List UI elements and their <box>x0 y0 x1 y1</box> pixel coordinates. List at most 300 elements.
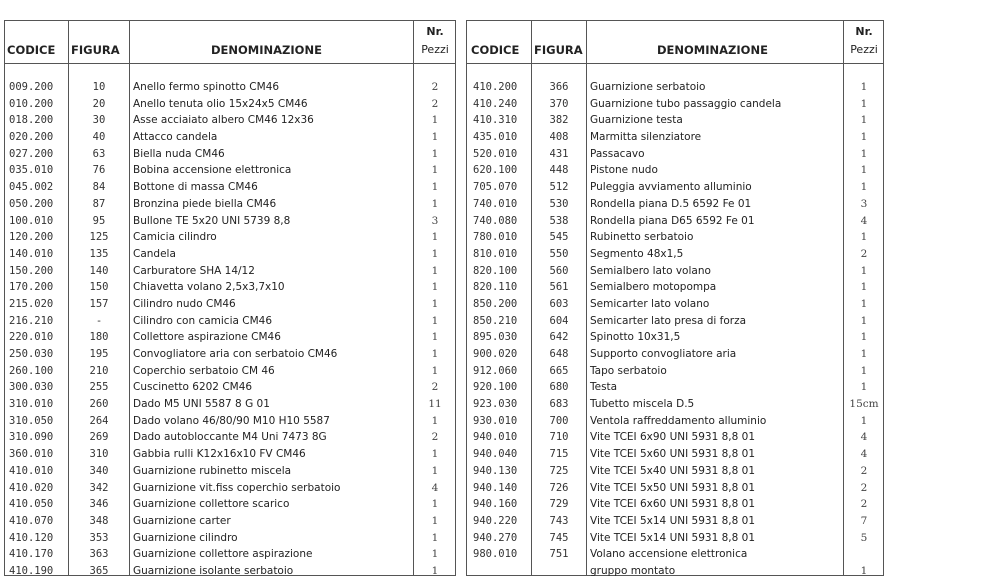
figure-number: 180 <box>89 331 109 344</box>
figure-number: 87 <box>92 197 106 210</box>
quantity: 1 <box>860 314 868 327</box>
part-name: Semicarter lato volano <box>590 297 710 310</box>
part-name: Testa <box>590 381 618 394</box>
quantity: 1 <box>431 181 439 194</box>
figure-number: 448 <box>549 164 569 177</box>
part-name: Convogliatore aria con serbatoio CM46 <box>133 348 338 360</box>
part-name: Chiavetta volano 2,5x3,7x10 <box>133 281 285 294</box>
header-denominazione: DENOMINAZIONE <box>657 43 768 57</box>
quantity: 1 <box>860 231 868 244</box>
header-divider <box>5 63 455 64</box>
part-code: 410.020 <box>9 481 54 494</box>
table-row <box>5 229 455 246</box>
quantity: 11 <box>428 398 442 411</box>
figure-number: 342 <box>89 481 109 494</box>
figure-number: 264 <box>89 414 109 427</box>
part-code: 740.010 <box>473 197 518 210</box>
part-name: Marmitta silenziatore <box>590 131 702 144</box>
quantity: 1 <box>431 564 439 577</box>
part-code: 410.240 <box>473 97 518 110</box>
table-row <box>5 112 455 129</box>
part-name: Cilindro nudo CM46 <box>133 297 236 310</box>
header-nr-label: Nr. <box>426 25 444 38</box>
part-code: 820.100 <box>473 264 518 277</box>
rows-right <box>467 79 883 580</box>
part-code: 410.050 <box>9 498 54 511</box>
figure-number: 150 <box>89 281 109 294</box>
table-row <box>467 329 883 346</box>
figure-number: 260 <box>89 398 109 411</box>
part-name: Vite TCEI 5x14 UNI 5931 8,8 01 <box>590 514 756 527</box>
table-row <box>467 279 883 296</box>
part-name: Asse acciaiato albero CM46 12x36 <box>133 114 314 127</box>
part-code: 100.010 <box>9 214 54 227</box>
part-name: Vite TCEI 5x60 UNI 5931 8,8 01 <box>590 448 756 461</box>
figure-number: 157 <box>89 297 109 310</box>
quantity: 2 <box>431 431 439 444</box>
table-row <box>467 546 883 563</box>
part-name: Vite TCEI 6x90 UNI 5931 8,8 01 <box>590 431 756 444</box>
quantity: 1 <box>860 364 868 377</box>
table-row <box>5 363 455 380</box>
quantity: 1 <box>860 264 868 277</box>
part-name: Semialbero lato volano <box>590 264 711 277</box>
quantity: 1 <box>431 364 439 377</box>
figure-number: 545 <box>549 231 569 244</box>
part-name: Bottone di massa CM46 <box>133 181 258 194</box>
quantity: 1 <box>860 147 868 160</box>
part-code: 027.200 <box>9 147 54 160</box>
part-code: 940.220 <box>473 514 518 527</box>
part-name: Supporto convogliatore aria <box>590 348 737 360</box>
part-name: Cuscinetto 6202 CM46 <box>133 381 253 394</box>
quantity: 3 <box>431 214 439 227</box>
part-code: 940.270 <box>473 531 518 544</box>
part-code: 850.200 <box>473 297 518 310</box>
part-code: 940.040 <box>473 448 518 461</box>
figure-number: 560 <box>549 264 569 277</box>
part-name: Passacavo <box>590 147 645 160</box>
quantity: 1 <box>431 281 439 294</box>
table-row <box>467 446 883 463</box>
quantity: 1 <box>431 498 439 511</box>
quantity: 1 <box>860 331 868 344</box>
part-name: Guarnizione vit.fiss coperchio serbatoio <box>133 481 341 494</box>
part-code: 940.140 <box>473 481 518 494</box>
quantity: 4 <box>431 481 439 494</box>
quantity: 2 <box>860 498 868 511</box>
table-row <box>5 546 455 563</box>
figure-number: 365 <box>89 564 109 577</box>
part-name: Dado autobloccante M4 Uni 7473 8G <box>133 431 327 444</box>
quantity: 1 <box>860 381 868 394</box>
figure-number: 751 <box>549 548 569 561</box>
table-row <box>467 563 883 580</box>
part-name: Collettore aspirazione CM46 <box>133 331 281 344</box>
part-name: Semicarter lato presa di forza <box>590 314 747 327</box>
quantity: 1 <box>431 231 439 244</box>
figure-number: 710 <box>549 431 569 444</box>
part-name: Bullone TE 5x20 UNI 5739 8,8 <box>133 214 291 227</box>
header-nr <box>414 23 456 59</box>
quantity: 1 <box>431 414 439 427</box>
part-name: Guarnizione cilindro <box>133 531 238 544</box>
quantity: 2 <box>860 481 868 494</box>
figure-number: 195 <box>89 348 109 360</box>
figure-number: 348 <box>89 514 109 527</box>
part-code: 435.010 <box>473 131 518 144</box>
part-name: Coperchio serbatoio CM 46 <box>133 364 275 377</box>
figure-number: 665 <box>549 364 569 377</box>
figure-number: 366 <box>549 81 569 93</box>
quantity: 4 <box>860 214 868 227</box>
figure-number: 604 <box>549 314 569 327</box>
part-code: 216.210 <box>9 314 54 327</box>
part-name: Segmento 48x1,5 <box>590 247 684 260</box>
quantity: 1 <box>860 297 868 310</box>
part-name: Anello tenuta olio 15x24x5 CM46 <box>133 97 308 110</box>
part-name: Guarnizione tubo passaggio candela <box>590 97 782 110</box>
quantity: 3 <box>860 197 868 210</box>
figure-number: 30 <box>92 114 106 127</box>
part-name: Biella nuda CM46 <box>133 147 225 160</box>
part-name: Bronzina piede biella CM46 <box>133 197 277 210</box>
part-code: 895.030 <box>473 331 518 344</box>
table-row <box>467 346 883 363</box>
table-row <box>5 480 455 497</box>
rows-left <box>5 79 455 580</box>
table-row <box>467 162 883 179</box>
part-name: Guarnizione carter <box>133 514 231 527</box>
table-row <box>467 196 883 213</box>
quantity: 1 <box>431 264 439 277</box>
quantity: 1 <box>860 114 868 127</box>
part-code: 045.002 <box>9 181 54 194</box>
part-name: Rubinetto serbatoio <box>590 231 694 244</box>
table-row <box>467 129 883 146</box>
header-figura: FIGURA <box>534 43 583 57</box>
part-name: Vite TCEI 5x14 UNI 5931 8,8 01 <box>590 531 756 544</box>
quantity: 2 <box>860 247 868 260</box>
part-code: 310.050 <box>9 414 54 427</box>
figure-number: 530 <box>549 197 569 210</box>
figure-number: 363 <box>89 548 109 561</box>
part-name: Guarnizione collettore scarico <box>133 498 290 511</box>
figure-number: 20 <box>92 97 106 110</box>
quantity: 1 <box>431 314 439 327</box>
part-name: Dado M5 UNI 5587 8 G 01 <box>133 398 270 411</box>
part-code: 300.030 <box>9 381 54 394</box>
table-row <box>5 413 455 430</box>
table-row <box>467 79 883 96</box>
quantity: 1 <box>431 147 439 160</box>
table-row <box>467 296 883 313</box>
figure-number: 140 <box>89 264 109 277</box>
part-name: Volano accensione elettronica <box>590 548 748 561</box>
figure-number: 550 <box>549 247 569 260</box>
table-row <box>467 413 883 430</box>
quantity: 1 <box>860 97 868 110</box>
table-row <box>5 530 455 547</box>
part-code: 940.160 <box>473 498 518 511</box>
part-name: Candela <box>133 247 176 260</box>
table-row <box>5 446 455 463</box>
part-code: 310.010 <box>9 398 54 411</box>
part-name: Guarnizione serbatoio <box>590 81 706 93</box>
figure-number: 340 <box>89 464 109 477</box>
figure-number: 715 <box>549 448 569 461</box>
part-code: 310.090 <box>9 431 54 444</box>
part-code: 780.010 <box>473 231 518 244</box>
part-name: Guarnizione rubinetto miscela <box>133 464 292 477</box>
quantity: 1 <box>860 81 868 93</box>
part-name: Puleggia avviamento alluminio <box>590 181 752 194</box>
table-row <box>5 396 455 413</box>
part-code: 410.120 <box>9 531 54 544</box>
table-row <box>467 112 883 129</box>
table-row <box>5 513 455 530</box>
figure-number: 512 <box>549 181 569 194</box>
table-row <box>467 146 883 163</box>
part-code: 850.210 <box>473 314 518 327</box>
table-row <box>467 263 883 280</box>
table-row <box>5 179 455 196</box>
part-name: Gabbia rulli K12x16x10 FV CM46 <box>133 448 306 461</box>
header-pezzi-label: Pezzi <box>421 43 449 56</box>
figure-number: 745 <box>549 531 569 544</box>
figure-number: 40 <box>92 131 106 144</box>
part-code: 150.200 <box>9 264 54 277</box>
part-code: 940.010 <box>473 431 518 444</box>
part-name: Guarnizione testa <box>590 114 683 127</box>
figure-number: 729 <box>549 498 569 511</box>
figure-number: 700 <box>549 414 569 427</box>
quantity: 7 <box>860 514 868 527</box>
part-name: Guarnizione collettore aspirazione <box>133 548 313 561</box>
table-row <box>5 146 455 163</box>
figure-number: 210 <box>89 364 109 377</box>
part-code: 020.200 <box>9 131 54 144</box>
table-row <box>5 129 455 146</box>
quantity: 1 <box>431 464 439 477</box>
figure-number: 95 <box>92 214 106 227</box>
table-row <box>5 79 455 96</box>
part-name: Anello fermo spinotto CM46 <box>133 81 280 93</box>
part-code: 520.010 <box>473 147 518 160</box>
table-row <box>467 363 883 380</box>
quantity: 1 <box>860 414 868 427</box>
part-code: 360.010 <box>9 448 54 461</box>
part-code: 410.170 <box>9 548 54 561</box>
part-name: Ventola raffreddamento alluminio <box>590 414 767 427</box>
quantity: 4 <box>860 431 868 444</box>
part-name: Rondella piana D.5 6592 Fe 01 <box>590 197 752 210</box>
part-name: Semialbero motopompa <box>590 281 717 294</box>
table-row <box>467 429 883 446</box>
table-row <box>467 213 883 230</box>
part-code: 930.010 <box>473 414 518 427</box>
quantity: 1 <box>431 247 439 260</box>
figure-number: 382 <box>549 114 569 127</box>
table-row <box>467 463 883 480</box>
part-code: 035.010 <box>9 164 54 177</box>
quantity: 1 <box>431 114 439 127</box>
table-row <box>467 179 883 196</box>
figure-number: 346 <box>89 498 109 511</box>
table-row <box>467 313 883 330</box>
table-row <box>467 379 883 396</box>
part-name: Pistone nudo <box>590 164 658 177</box>
table-row <box>5 246 455 263</box>
table-row <box>5 329 455 346</box>
figure-number: 561 <box>549 281 569 294</box>
quantity: 15cm <box>849 398 879 411</box>
quantity: 1 <box>860 281 868 294</box>
part-code: 410.200 <box>473 81 518 93</box>
table-row <box>467 396 883 413</box>
figure-number: - <box>95 314 103 327</box>
figure-number: 743 <box>549 514 569 527</box>
header-divider <box>467 63 883 64</box>
figure-number: 76 <box>92 164 106 177</box>
figure-number: 648 <box>549 348 569 360</box>
header-nr-label: Nr. <box>855 25 873 38</box>
quantity: 4 <box>860 448 868 461</box>
figure-number: 726 <box>549 481 569 494</box>
quantity: 1 <box>431 448 439 461</box>
quantity: 1 <box>431 514 439 527</box>
table-row <box>5 196 455 213</box>
quantity: 2 <box>431 381 439 394</box>
quantity: 1 <box>431 297 439 310</box>
quantity: 1 <box>860 164 868 177</box>
part-code: 250.030 <box>9 348 54 360</box>
part-code: 215.020 <box>9 297 54 310</box>
figure-number: 538 <box>549 214 569 227</box>
part-name: Cilindro con camicia CM46 <box>133 314 273 327</box>
part-code: 018.200 <box>9 114 54 127</box>
part-name: Vite TCEI 6x60 UNI 5931 8,8 01 <box>590 498 756 511</box>
part-name: Spinotto 10x31,5 <box>590 331 681 344</box>
quantity: 5 <box>860 531 868 544</box>
table-row <box>467 513 883 530</box>
part-name: Carburatore SHA 14/12 <box>133 264 255 277</box>
figure-number: 10 <box>92 81 106 93</box>
part-code: 220.010 <box>9 331 54 344</box>
figure-number: 642 <box>549 331 569 344</box>
part-code: 120.200 <box>9 231 54 244</box>
figure-number: 680 <box>549 381 569 394</box>
part-code: 810.010 <box>473 247 518 260</box>
part-code: 912.060 <box>473 364 518 377</box>
quantity: 1 <box>431 531 439 544</box>
table-row <box>467 496 883 513</box>
part-code: 940.130 <box>473 464 518 477</box>
table-row <box>5 279 455 296</box>
part-name: Tubetto miscela D.5 <box>590 398 695 411</box>
table-row <box>467 246 883 263</box>
part-name: Bobina accensione elettronica <box>133 164 292 177</box>
part-code: 820.110 <box>473 281 518 294</box>
table-row <box>467 229 883 246</box>
part-name: Vite TCEI 5x40 UNI 5931 8,8 01 <box>590 464 756 477</box>
quantity: 1 <box>860 131 868 144</box>
table-row <box>5 496 455 513</box>
figure-number: 125 <box>89 231 109 244</box>
part-name: Tapo serbatoio <box>590 364 667 377</box>
part-name: gruppo montato <box>590 564 676 577</box>
table-row <box>5 263 455 280</box>
table-row <box>5 346 455 363</box>
table-row <box>5 379 455 396</box>
parts-table-right <box>466 20 884 576</box>
table-row <box>5 563 455 580</box>
part-code: 410.190 <box>9 564 54 577</box>
part-code: 140.010 <box>9 247 54 260</box>
part-name: Attacco candela <box>133 131 218 144</box>
part-code: 170.200 <box>9 281 54 294</box>
figure-number: 353 <box>89 531 109 544</box>
part-code: 050.200 <box>9 197 54 210</box>
part-code: 705.070 <box>473 181 518 194</box>
part-name: Camicia cilindro <box>133 231 217 244</box>
part-code: 410.010 <box>9 464 54 477</box>
figure-number: 370 <box>549 97 569 110</box>
part-code: 260.100 <box>9 364 54 377</box>
part-code: 740.080 <box>473 214 518 227</box>
table-row <box>467 530 883 547</box>
header-codice: CODICE <box>7 43 56 57</box>
part-name: Dado volano 46/80/90 M10 H10 5587 <box>133 414 330 427</box>
figure-number: 84 <box>92 181 106 194</box>
figure-number: 135 <box>89 247 109 260</box>
quantity: 1 <box>431 331 439 344</box>
table-row <box>5 213 455 230</box>
quantity: 2 <box>431 97 439 110</box>
header-denominazione: DENOMINAZIONE <box>211 43 322 57</box>
table-row <box>467 480 883 497</box>
figure-number: 431 <box>549 147 569 160</box>
parts-table-left <box>4 20 456 576</box>
quantity: 1 <box>860 181 868 194</box>
figure-number: 269 <box>89 431 109 444</box>
quantity: 1 <box>431 164 439 177</box>
quantity: 1 <box>431 197 439 210</box>
figure-number: 255 <box>89 381 109 394</box>
header-nr <box>844 23 884 59</box>
part-code: 920.100 <box>473 381 518 394</box>
figure-number: 63 <box>92 147 106 160</box>
table-row <box>5 162 455 179</box>
part-code: 980.010 <box>473 548 518 561</box>
part-code: 410.310 <box>473 114 518 127</box>
figure-number: 310 <box>89 448 109 461</box>
figure-number: 683 <box>549 398 569 411</box>
table-row <box>5 296 455 313</box>
header-figura: FIGURA <box>71 43 120 57</box>
table-row <box>467 96 883 113</box>
quantity: 1 <box>431 131 439 144</box>
part-code: 010.200 <box>9 97 54 110</box>
quantity: 1 <box>860 348 868 360</box>
part-name: Vite TCEI 5x50 UNI 5931 8,8 01 <box>590 481 756 494</box>
header-pezzi-label: Pezzi <box>850 43 878 56</box>
table-row <box>5 313 455 330</box>
quantity: 2 <box>431 81 439 93</box>
table-row <box>5 429 455 446</box>
part-name: Guarnizione isolante serbatoio <box>133 564 294 577</box>
part-code: 923.030 <box>473 398 518 411</box>
